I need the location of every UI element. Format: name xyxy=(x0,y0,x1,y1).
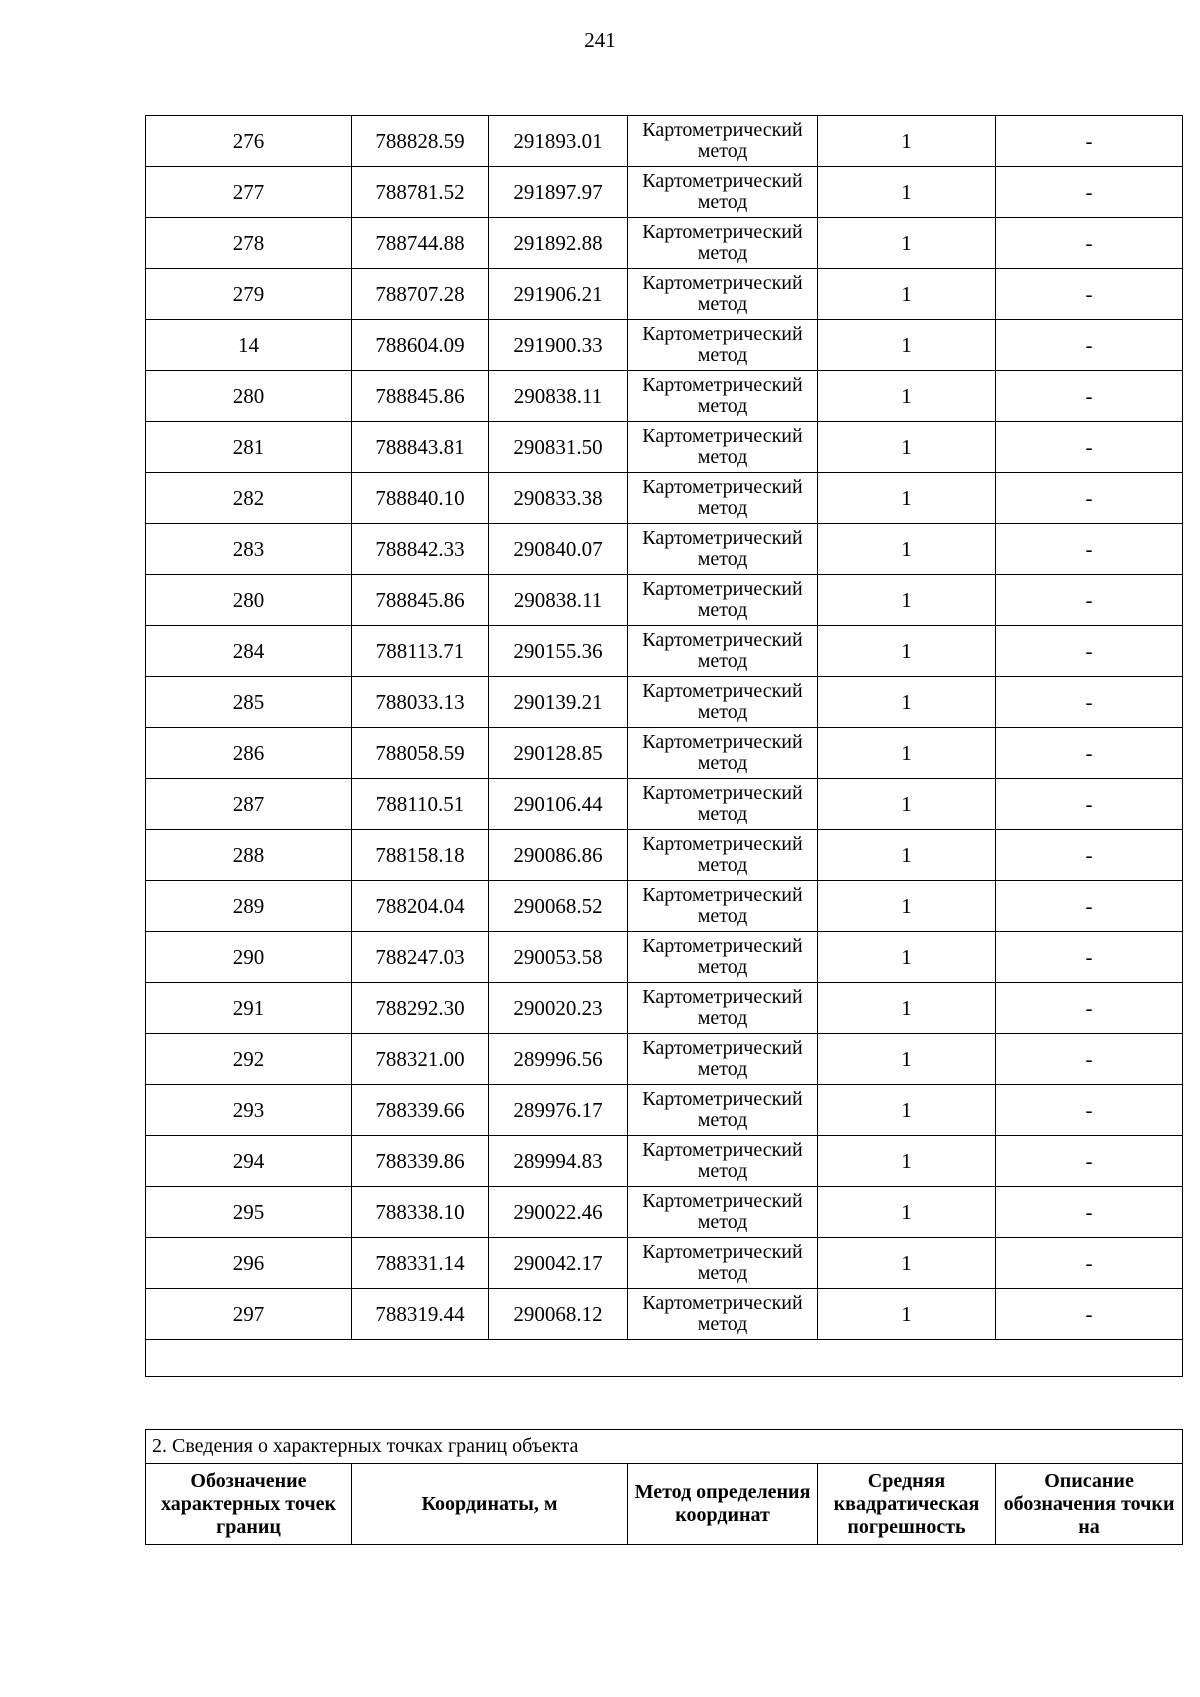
error-cell: 1 xyxy=(818,422,996,473)
error-cell: 1 xyxy=(818,167,996,218)
page-number: 241 xyxy=(584,28,616,52)
description-cell: - xyxy=(996,1238,1183,1289)
description-cell: - xyxy=(996,524,1183,575)
table-row xyxy=(146,1187,1183,1238)
section-2-header-row xyxy=(146,1464,1183,1545)
coordinate-x-cell: 788247.03 xyxy=(352,932,489,983)
method-cell: Картометрический метод xyxy=(628,1238,818,1289)
error-cell: 1 xyxy=(818,320,996,371)
error-cell: 1 xyxy=(818,881,996,932)
point-id-cell: 294 xyxy=(146,1136,352,1187)
coordinate-y-cell: 290068.12 xyxy=(489,1289,628,1340)
error-cell: 1 xyxy=(818,371,996,422)
table-row xyxy=(146,116,1183,167)
empty-cell xyxy=(146,1340,1183,1377)
coordinate-y-cell: 290833.38 xyxy=(489,473,628,524)
coordinate-y-cell: 290838.11 xyxy=(489,371,628,422)
description-cell: - xyxy=(996,1136,1183,1187)
coordinate-x-cell: 788845.86 xyxy=(352,371,489,422)
method-cell: Картометрический метод xyxy=(628,1187,818,1238)
coordinate-y-cell: 290139.21 xyxy=(489,677,628,728)
description-cell: - xyxy=(996,116,1183,167)
method-cell: Картометрический метод xyxy=(628,524,818,575)
coordinate-y-cell: 290155.36 xyxy=(489,626,628,677)
method-cell: Картометрический метод xyxy=(628,218,818,269)
coordinate-y-cell: 291893.01 xyxy=(489,116,628,167)
error-cell: 1 xyxy=(818,269,996,320)
point-id-cell: 291 xyxy=(146,983,352,1034)
description-cell: - xyxy=(996,473,1183,524)
table-row xyxy=(146,218,1183,269)
method-cell: Картометрический метод xyxy=(628,371,818,422)
table-row xyxy=(146,269,1183,320)
error-cell: 1 xyxy=(818,473,996,524)
table-row xyxy=(146,677,1183,728)
coordinate-y-cell: 290086.86 xyxy=(489,830,628,881)
coordinate-x-cell: 788707.28 xyxy=(352,269,489,320)
method-cell: Картометрический метод xyxy=(628,728,818,779)
table-row xyxy=(146,473,1183,524)
method-cell: Картометрический метод xyxy=(628,779,818,830)
description-cell: - xyxy=(996,830,1183,881)
method-cell: Картометрический метод xyxy=(628,1289,818,1340)
table-row xyxy=(146,1085,1183,1136)
method-cell: Картометрический метод xyxy=(628,167,818,218)
point-id-cell: 288 xyxy=(146,830,352,881)
point-id-cell: 290 xyxy=(146,932,352,983)
table-row xyxy=(146,575,1183,626)
description-cell: - xyxy=(996,218,1183,269)
point-id-cell: 14 xyxy=(146,320,352,371)
description-cell: - xyxy=(996,983,1183,1034)
description-cell: - xyxy=(996,320,1183,371)
description-cell: - xyxy=(996,779,1183,830)
point-id-cell: 280 xyxy=(146,371,352,422)
coordinate-x-cell: 788058.59 xyxy=(352,728,489,779)
coordinate-x-cell: 788339.86 xyxy=(352,1136,489,1187)
point-id-cell: 280 xyxy=(146,575,352,626)
point-id-cell: 296 xyxy=(146,1238,352,1289)
description-cell: - xyxy=(996,1187,1183,1238)
boundary-points-table xyxy=(145,115,1183,1377)
error-cell: 1 xyxy=(818,1085,996,1136)
point-id-cell: 289 xyxy=(146,881,352,932)
coordinate-y-cell: 290106.44 xyxy=(489,779,628,830)
table-row xyxy=(146,728,1183,779)
coordinate-x-cell: 788321.00 xyxy=(352,1034,489,1085)
error-cell: 1 xyxy=(818,1187,996,1238)
section-2-header-table xyxy=(145,1429,1183,1545)
error-cell: 1 xyxy=(818,1238,996,1289)
coordinate-x-cell: 788744.88 xyxy=(352,218,489,269)
method-cell: Картометрический метод xyxy=(628,575,818,626)
coordinate-y-cell: 290042.17 xyxy=(489,1238,628,1289)
point-id-cell: 282 xyxy=(146,473,352,524)
coordinate-y-cell: 290831.50 xyxy=(489,422,628,473)
coordinate-y-cell: 290022.46 xyxy=(489,1187,628,1238)
table-row xyxy=(146,371,1183,422)
coordinate-x-cell: 788339.66 xyxy=(352,1085,489,1136)
point-id-cell: 286 xyxy=(146,728,352,779)
method-cell: Картометрический метод xyxy=(628,1136,818,1187)
table-row xyxy=(146,626,1183,677)
coordinate-y-cell: 290068.52 xyxy=(489,881,628,932)
description-cell: - xyxy=(996,932,1183,983)
description-cell: - xyxy=(996,881,1183,932)
coordinate-y-cell: 289996.56 xyxy=(489,1034,628,1085)
empty-row xyxy=(146,1340,1183,1377)
method-cell: Картометрический метод xyxy=(628,830,818,881)
error-cell: 1 xyxy=(818,830,996,881)
coordinate-x-cell: 788033.13 xyxy=(352,677,489,728)
error-cell: 1 xyxy=(818,677,996,728)
coordinate-x-cell: 788113.71 xyxy=(352,626,489,677)
coordinate-x-cell: 788338.10 xyxy=(352,1187,489,1238)
table-row xyxy=(146,320,1183,371)
point-id-cell: 297 xyxy=(146,1289,352,1340)
description-cell: - xyxy=(996,1085,1183,1136)
error-cell: 1 xyxy=(818,626,996,677)
error-cell: 1 xyxy=(818,983,996,1034)
table-row xyxy=(146,983,1183,1034)
method-cell: Картометрический метод xyxy=(628,269,818,320)
coordinate-x-cell: 788292.30 xyxy=(352,983,489,1034)
error-cell: 1 xyxy=(818,1034,996,1085)
section-2-title: 2. Сведения о характерных точках границ объекта xyxy=(146,1430,1183,1464)
coordinate-x-cell: 788604.09 xyxy=(352,320,489,371)
method-cell: Картометрический метод xyxy=(628,473,818,524)
coordinate-x-cell: 788204.04 xyxy=(352,881,489,932)
description-cell: - xyxy=(996,575,1183,626)
table-row xyxy=(146,881,1183,932)
description-cell: - xyxy=(996,269,1183,320)
coordinate-x-cell: 788319.44 xyxy=(352,1289,489,1340)
point-id-cell: 293 xyxy=(146,1085,352,1136)
coordinate-x-cell: 788845.86 xyxy=(352,575,489,626)
point-id-cell: 287 xyxy=(146,779,352,830)
point-id-cell: 285 xyxy=(146,677,352,728)
coordinate-x-cell: 788842.33 xyxy=(352,524,489,575)
description-cell: - xyxy=(996,677,1183,728)
table-row xyxy=(146,524,1183,575)
header-designation: Обозначение характерных точек границ xyxy=(146,1464,352,1545)
point-id-cell: 279 xyxy=(146,269,352,320)
error-cell: 1 xyxy=(818,1136,996,1187)
table-row xyxy=(146,1238,1183,1289)
description-cell: - xyxy=(996,371,1183,422)
coordinate-y-cell: 291892.88 xyxy=(489,218,628,269)
method-cell: Картометрический метод xyxy=(628,881,818,932)
point-id-cell: 295 xyxy=(146,1187,352,1238)
description-cell: - xyxy=(996,422,1183,473)
coordinate-y-cell: 289976.17 xyxy=(489,1085,628,1136)
error-cell: 1 xyxy=(818,218,996,269)
coordinate-y-cell: 291900.33 xyxy=(489,320,628,371)
points-table-body xyxy=(146,116,1183,1377)
error-cell: 1 xyxy=(818,575,996,626)
coordinate-x-cell: 788843.81 xyxy=(352,422,489,473)
method-cell: Картометрический метод xyxy=(628,320,818,371)
error-cell: 1 xyxy=(818,932,996,983)
point-id-cell: 283 xyxy=(146,524,352,575)
coordinate-y-cell: 290840.07 xyxy=(489,524,628,575)
point-id-cell: 278 xyxy=(146,218,352,269)
coordinate-y-cell: 290838.11 xyxy=(489,575,628,626)
coordinate-x-cell: 788331.14 xyxy=(352,1238,489,1289)
table-row xyxy=(146,779,1183,830)
description-cell: - xyxy=(996,728,1183,779)
point-id-cell: 276 xyxy=(146,116,352,167)
method-cell: Картометрический метод xyxy=(628,116,818,167)
coordinate-y-cell: 290128.85 xyxy=(489,728,628,779)
method-cell: Картометрический метод xyxy=(628,677,818,728)
coordinate-x-cell: 788828.59 xyxy=(352,116,489,167)
table-row xyxy=(146,1034,1183,1085)
header-coordinates: Координаты, м xyxy=(352,1464,628,1545)
error-cell: 1 xyxy=(818,116,996,167)
coordinate-x-cell: 788840.10 xyxy=(352,473,489,524)
point-id-cell: 281 xyxy=(146,422,352,473)
coordinate-y-cell: 289994.83 xyxy=(489,1136,628,1187)
error-cell: 1 xyxy=(818,524,996,575)
error-cell: 1 xyxy=(818,779,996,830)
coordinate-y-cell: 291906.21 xyxy=(489,269,628,320)
error-cell: 1 xyxy=(818,1289,996,1340)
description-cell: - xyxy=(996,1289,1183,1340)
coordinate-x-cell: 788781.52 xyxy=(352,167,489,218)
method-cell: Картометрический метод xyxy=(628,932,818,983)
header-description: Описание обозначения точки на xyxy=(996,1464,1183,1545)
method-cell: Картометрический метод xyxy=(628,1034,818,1085)
description-cell: - xyxy=(996,167,1183,218)
table-row xyxy=(146,932,1183,983)
point-id-cell: 284 xyxy=(146,626,352,677)
table-row xyxy=(146,1136,1183,1187)
header-method: Метод определения координат xyxy=(628,1464,818,1545)
table-row xyxy=(146,1289,1183,1340)
coordinate-y-cell: 291897.97 xyxy=(489,167,628,218)
coordinate-y-cell: 290020.23 xyxy=(489,983,628,1034)
header-error: Средняя квадратическая погрешность xyxy=(818,1464,996,1545)
description-cell: - xyxy=(996,626,1183,677)
method-cell: Картометрический метод xyxy=(628,626,818,677)
table-row xyxy=(146,830,1183,881)
coordinate-x-cell: 788110.51 xyxy=(352,779,489,830)
method-cell: Картометрический метод xyxy=(628,1085,818,1136)
coordinate-x-cell: 788158.18 xyxy=(352,830,489,881)
coordinate-y-cell: 290053.58 xyxy=(489,932,628,983)
table-row xyxy=(146,422,1183,473)
description-cell: - xyxy=(996,1034,1183,1085)
method-cell: Картометрический метод xyxy=(628,422,818,473)
table-row xyxy=(146,167,1183,218)
method-cell: Картометрический метод xyxy=(628,983,818,1034)
point-id-cell: 277 xyxy=(146,167,352,218)
point-id-cell: 292 xyxy=(146,1034,352,1085)
error-cell: 1 xyxy=(818,728,996,779)
